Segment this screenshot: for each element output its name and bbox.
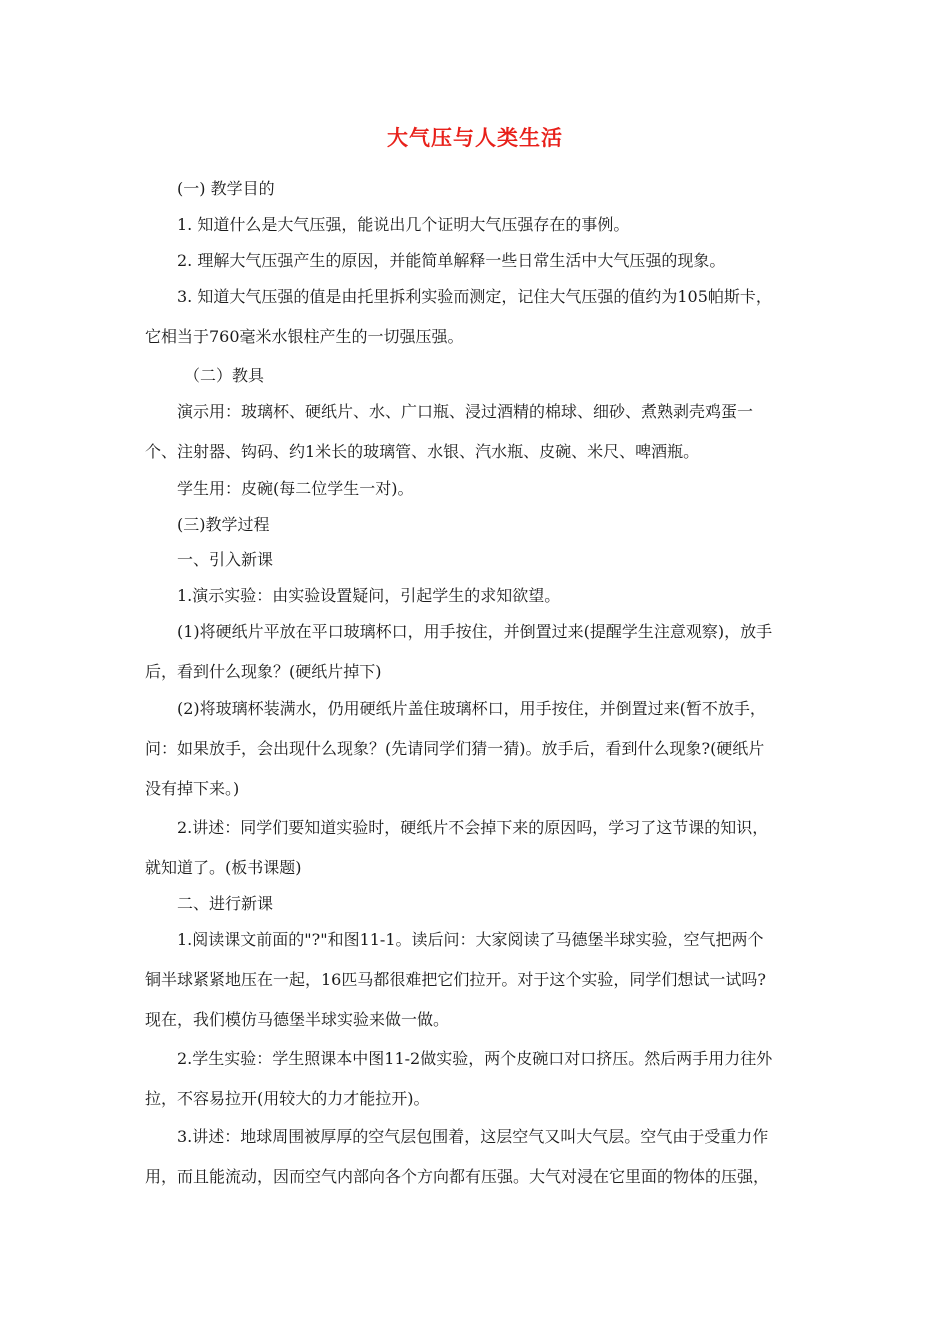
section-heading-tools: （二）教具	[184, 366, 265, 385]
paragraph-line: 演示用：玻璃杯、硬纸片、水、广口瓶、浸过酒精的棉球、细砂、煮熟剥壳鸡蛋一	[177, 402, 754, 421]
paragraph-line: 1.演示实验：由实验设置疑问，引起学生的求知欲望。	[177, 586, 561, 605]
paragraph-line: 1.阅读课文前面的"?"和图11-1。读后问：大家阅读了马德堡半球实验，空气把两个	[177, 930, 764, 949]
section-heading-process: (三)教学过程	[177, 515, 270, 534]
subsection-heading: 二、进行新课	[177, 894, 274, 913]
subsection-heading: 一、引入新课	[177, 550, 274, 569]
paragraph-line: 问：如果放手，会出现什么现象？(先请同学们猜一猜)。放手后，看到什么现象?(硬纸片	[145, 739, 765, 758]
paragraph-line: 拉，不容易拉开(用较大的力才能拉开)。	[145, 1089, 430, 1108]
section-heading-objectives: (一) 教学目的	[177, 179, 275, 198]
paragraph-line: 3. 知道大气压强的值是由托里拆利实验而测定，记住大气压强的值约为105帕斯卡，	[177, 287, 772, 306]
document-title: 大气压与人类生活	[387, 125, 563, 150]
paragraph-line: 它相当于760毫米水银柱产生的一切强压强。	[145, 327, 464, 346]
paragraph-line: 3.讲述：地球周围被厚厚的空气层包围着，这层空气又叫大气层。空气由于受重力作	[177, 1127, 769, 1146]
paragraph-line: 学生用：皮碗(每二位学生一对)。	[177, 479, 414, 498]
paragraph-line: 没有掉下来。)	[145, 779, 240, 798]
paragraph-line: 1. 知道什么是大气压强，能说出几个证明大气压强存在的事例。	[177, 215, 630, 234]
paragraph-line: 铜半球紧紧地压在一起，16匹马都很难把它们拉开。对于这个实验，同学们想试一试吗?	[145, 970, 766, 989]
paragraph-line: 就知道了。(板书课题)	[145, 858, 302, 877]
paragraph-line: 个、注射器、钩码、约1米长的玻璃管、水银、汽水瓶、皮碗、米尺、啤酒瓶。	[145, 442, 700, 461]
paragraph-line: 现在，我们模仿马德堡半球实验来做一做。	[145, 1010, 450, 1029]
paragraph-line: (2)将玻璃杯装满水，仍用硬纸片盖住玻璃杯口，用手按住，并倒置过来(暂不放手，	[177, 699, 766, 718]
paragraph-line: 后，看到什么现象？(硬纸片掉下)	[145, 662, 382, 681]
paragraph-line: 2.讲述：同学们要知道实验时，硬纸片不会掉下来的原因吗，学习了这节课的知识，	[177, 818, 769, 837]
paragraph-line: 2.学生实验：学生照课本中图11-2做实验，两个皮碗口对口挤压。然后两手用力往外	[177, 1049, 773, 1068]
paragraph-line: (1)将硬纸片平放在平口玻璃杯口，用手按住，并倒置过来(提醒学生注意观察)，放手	[177, 622, 773, 641]
paragraph-line: 用，而且能流动，因而空气内部向各个方向都有压强。大气对浸在它里面的物体的压强，	[145, 1167, 770, 1186]
paragraph-line: 2. 理解大气压强产生的原因，并能简单解释一些日常生活中大气压强的现象。	[177, 251, 726, 270]
